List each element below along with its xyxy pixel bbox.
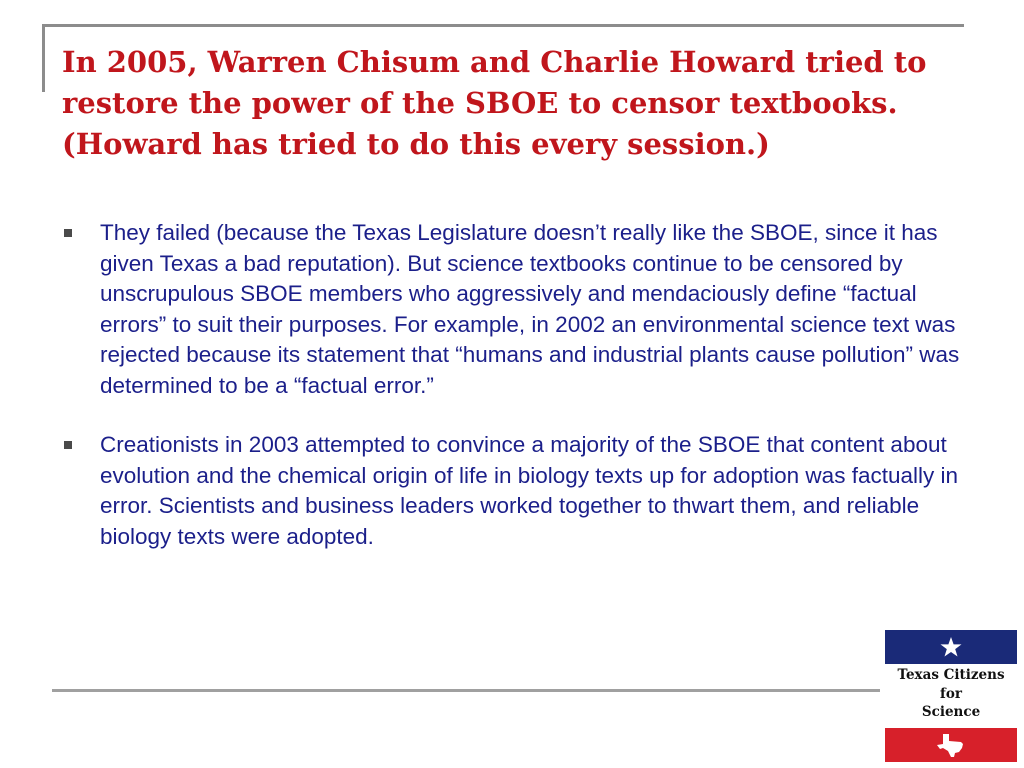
square-bullet-icon (64, 441, 72, 449)
logo-blue-band (885, 630, 1017, 664)
square-bullet-icon (64, 229, 72, 237)
bullet-list (62, 218, 970, 581)
frame-left-line (42, 24, 45, 92)
logo-line-3: Science (921, 704, 981, 720)
bullet-item (62, 430, 970, 552)
logo-line-1: Texas Citizens (897, 667, 1005, 683)
texas-outline-icon (885, 728, 1017, 762)
logo-text (885, 666, 1017, 722)
bullet-text: They failed (because the Texas Legislature doesn’t really like the SBOE, since it has given Texas a bad reputation). But science textbooks continue to be censored by unscrupulous SBOE members who aggressively and mendaciously define “factual errors” to suit their purposes. For example, in 2002 an environmental science text was rejected because its statement that “humans and industrial plants cause pollution” was determined to be a “factual error.” (100, 220, 960, 398)
slide-title: In 2005, Warren Chisum and Charlie Howard tried to restore the power of the SBOE to censor textbooks. (Howard has tried to do this every session.) (62, 45, 927, 162)
bullet-item (62, 218, 970, 401)
logo-line-2: for (940, 685, 962, 702)
frame-top-line (42, 24, 964, 27)
bullet-text: Creationists in 2003 attempted to convince a majority of the SBOE that content about evolution and the chemical origin of life in biology texts up for adoption was factually in error. Scientists and business leaders worked together to thwart them, and reliable biology texts were adopted. (100, 432, 958, 549)
texas-citizens-for-science-logo (885, 630, 1017, 762)
logo-red-band (885, 728, 1017, 762)
footer-divider (52, 689, 880, 692)
star-icon (885, 630, 1017, 664)
